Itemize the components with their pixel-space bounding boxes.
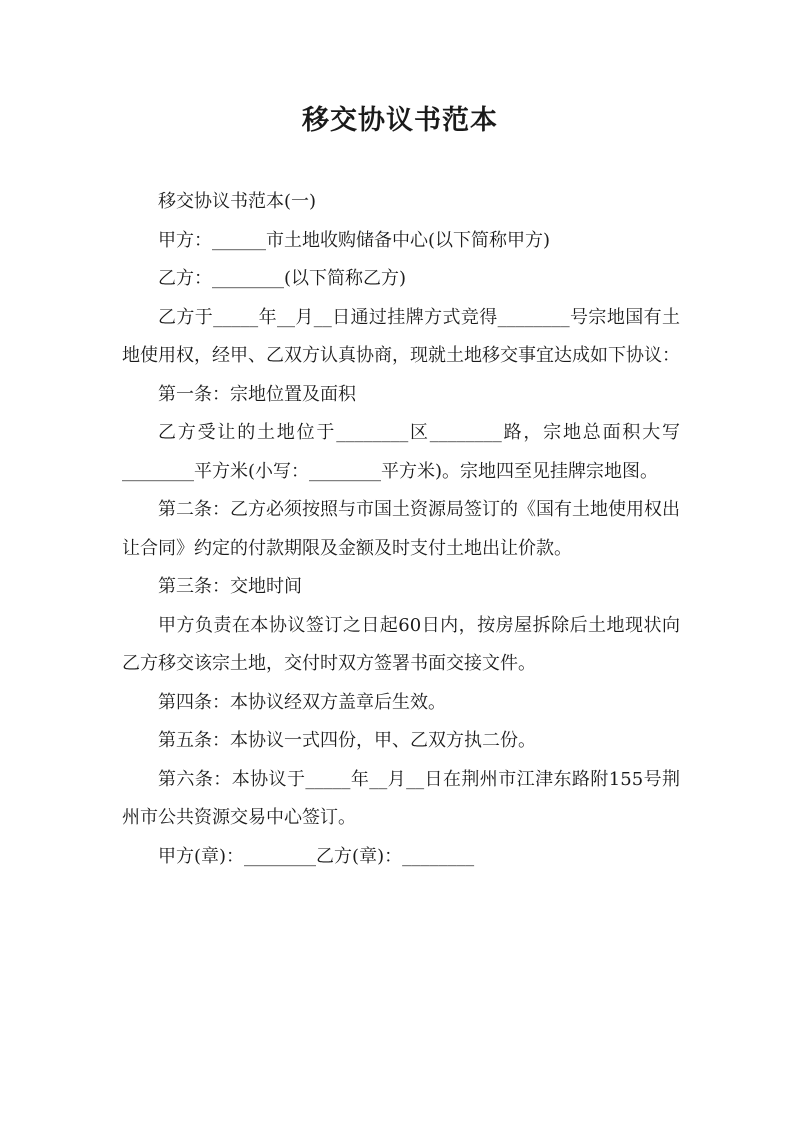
- article-2: 第二条：乙方必须按照与市国土资源局签订的《国有土地使用权出让合同》约定的付款期限及金额及时支付土地出让价款。: [122, 499, 680, 559]
- signature-line: 甲方(章)：________乙方(章)：________: [158, 845, 475, 867]
- document-title: 移交协议书范本: [302, 105, 498, 136]
- paragraph-party-a: 甲方：______市土地收购储备中心(以下简称甲方): [158, 229, 551, 251]
- document-body: [122, 183, 680, 876]
- article-3-heading: 第三条：交地时间: [158, 576, 302, 597]
- article-4: 第四条：本协议经双方盖章后生效。: [158, 691, 446, 713]
- article-1-body: 乙方受让的土地位于________区________路，宗地总面积大写________平方米(小写：________平方米)。宗地四至见挂牌宗地图。: [122, 422, 680, 482]
- article-6: 第六条：本协议于_____年__月__日在荆州市江津东路附155号荆州市公共资源交易中心签订。: [122, 768, 680, 828]
- paragraph-preamble: 乙方于_____年__月__日通过挂牌方式竞得________号宗地国有土地使用权，经甲、乙双方认真协商，现就土地移交事宜达成如下协议：: [122, 306, 680, 366]
- paragraph-party-b: 乙方：________(以下简称乙方): [158, 268, 407, 289]
- paragraph-heading: 移交协议书范本(一): [158, 191, 317, 212]
- article-5: 第五条：本协议一式四份，甲、乙双方执二份。: [158, 730, 536, 751]
- article-1-heading: 第一条：宗地位置及面积: [158, 383, 356, 405]
- article-3-body: 甲方负责在本协议签订之日起60日内，按房屋拆除后土地现状向乙方移交该宗土地，交付时双方签署书面交接文件。: [122, 614, 680, 674]
